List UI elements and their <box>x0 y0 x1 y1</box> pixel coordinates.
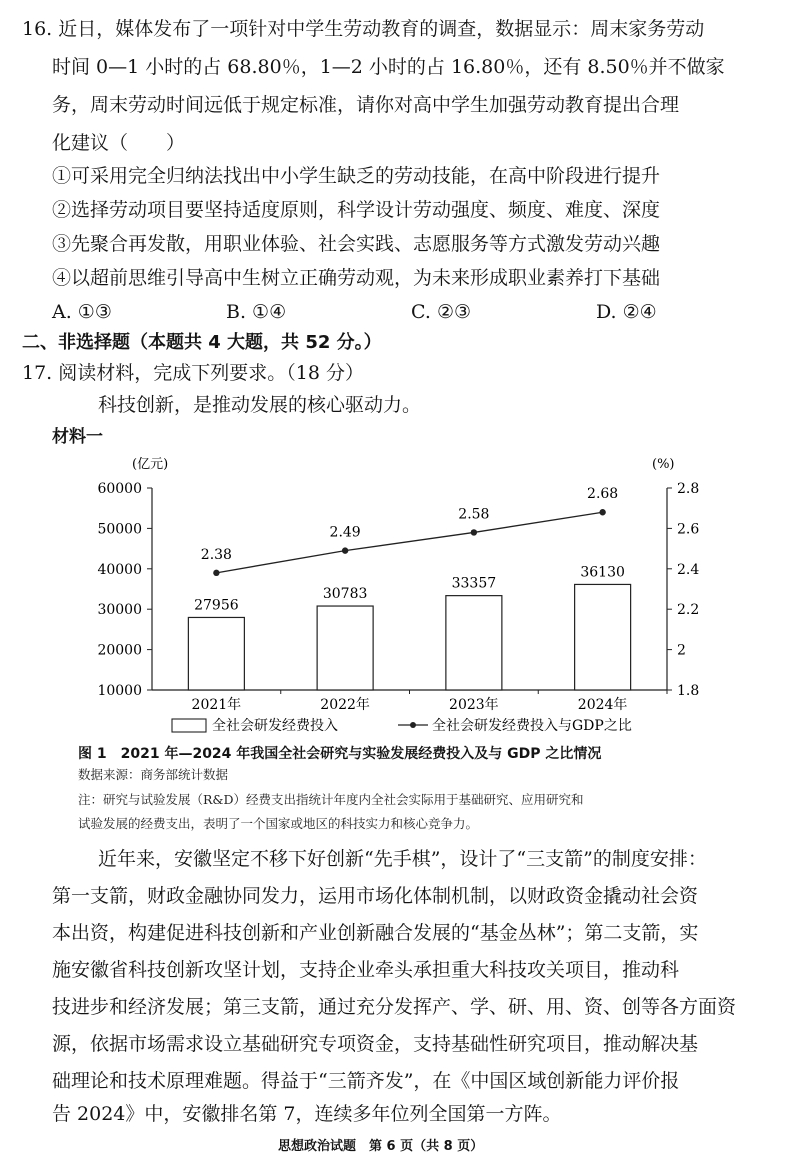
rd-chart <box>0 448 800 748</box>
paragraph-line-2: 第一支箭，财政金融协同发力，运用市场化体制机制，以财政资金撬动社会资 <box>52 885 699 907</box>
q16-item-2: ②选择劳动项目要坚持适度原则，科学设计劳动强度、频度、难度、深度 <box>52 199 661 221</box>
q16-option-b: B. ①④ <box>226 301 287 323</box>
left-axis-unit: (亿元) <box>132 457 169 472</box>
q16-line-4: 化建议（ ） <box>52 132 186 154</box>
q16-option-c: C. ②③ <box>411 301 472 323</box>
q17-intro: 科技创新，是推动发展的核心驱动力。 <box>98 394 422 416</box>
ratio-point <box>599 509 605 515</box>
legend-line-marker <box>410 722 416 728</box>
paragraph-line-7: 础理论和技术原理难题。得益于“三箭齐发”，在《中国区域创新能力评价报 <box>52 1070 680 1092</box>
ratio-point <box>471 529 477 535</box>
x-tick-label: 2022年 <box>320 697 370 713</box>
bar-value-label: 30783 <box>322 586 368 603</box>
x-tick-label: 2023年 <box>449 697 499 713</box>
q16-item-3: ③先聚合再发散，用职业体验、社会实践、志愿服务等方式激发劳动兴趣 <box>52 233 661 255</box>
left-tick-label: 50000 <box>97 521 142 538</box>
right-tick-label: 2 <box>677 642 686 659</box>
figure-caption: 图 1 2021 年—2024 年我国全社会研究与实验发展经费投入及与 GDP 之比情况 <box>78 746 602 762</box>
q16-item-4: ④以超前思维引导高中生树立正确劳动观，为未来形成职业素养打下基础 <box>52 267 661 289</box>
q17-stem: 17. 阅读材料，完成下列要求。（18 分） <box>22 362 364 384</box>
ratio-value-label: 2.58 <box>458 506 490 523</box>
paragraph-line-4: 施安徽省科技创新攻坚计划，支持企业牵头承担重大科技攻关项目，推动科 <box>52 959 680 981</box>
legend-bar-swatch <box>172 719 206 732</box>
material-1-label: 材料一 <box>52 427 103 447</box>
x-tick-label: 2024年 <box>577 697 628 713</box>
ratio-value-label: 2.49 <box>329 524 361 541</box>
bar <box>446 596 502 690</box>
figure-source: 数据来源：商务部统计数据 <box>78 767 229 782</box>
bar <box>575 584 631 690</box>
figure-note-line-1: 注：研究与试验发展（R&D）经费支出指统计年度内全社会实际用于基础研究、应用研究和 <box>78 792 584 807</box>
bar-value-label: 27956 <box>194 597 239 614</box>
legend-bar-label: 全社会研发经费投入 <box>212 718 338 734</box>
bar-value-label: 36130 <box>580 564 625 581</box>
left-tick-label: 60000 <box>97 481 142 497</box>
left-tick-label: 10000 <box>97 683 142 699</box>
bar-value-label: 33357 <box>451 575 497 592</box>
paragraph-line-1: 近年来，安徽坚定不移下好创新“先手棋”，设计了“三支箭”的制度安排： <box>98 848 707 870</box>
figure-note-line-2: 试验发展的经费支出，表明了一个国家或地区的科技实力和核心竞争力。 <box>78 816 479 831</box>
ratio-point <box>342 547 348 553</box>
left-tick-label: 30000 <box>97 602 142 619</box>
q16-item-1: ①可采用完全归纳法找出中小学生缺乏的劳动技能，在高中阶段进行提升 <box>52 165 661 187</box>
right-tick-label: 2.4 <box>677 561 700 578</box>
right-tick-label: 2.2 <box>677 602 700 619</box>
bar <box>188 617 244 690</box>
ratio-line <box>216 512 602 573</box>
q16-option-d: D. ②④ <box>596 301 657 323</box>
right-tick-label: 2.6 <box>677 521 700 538</box>
q16-option-a: A. ①③ <box>52 301 112 323</box>
ratio-value-label: 2.68 <box>587 486 619 503</box>
page-footer: 思想政治试题 第 6 页（共 8 页） <box>278 1139 484 1154</box>
right-tick-label: 1.8 <box>677 683 700 699</box>
paragraph-line-5: 技进步和经济发展；第三支箭，通过充分发挥产、学、研、用、资、创等各方面资 <box>52 996 737 1018</box>
left-tick-label: 20000 <box>97 642 142 659</box>
q16-line-2: 时间 0—1 小时的占 68.80％，1—2 小时的占 16.80％，还有 8.50％并不做家 <box>52 56 725 78</box>
paragraph-line-3: 本出资，构建促进科技创新和产业创新融合发展的“基金丛林”；第二支箭，实 <box>52 922 699 944</box>
bar <box>317 606 373 690</box>
ratio-point <box>213 570 219 576</box>
paragraph-line-8: 告 2024》中，安徽排名第 7，连续多年位列全国第一方阵。 <box>52 1103 562 1125</box>
x-tick-label: 2021年 <box>191 697 242 713</box>
right-axis-unit: (%) <box>652 457 675 472</box>
legend-line-label: 全社会研发经费投入与GDP之比 <box>432 718 632 734</box>
q16-line-1: 16. 近日，媒体发布了一项针对中学生劳动教育的调查，数据显示：周末家务劳动 <box>22 18 705 40</box>
right-tick-label: 2.8 <box>677 481 700 497</box>
q16-line-3: 务，周末劳动时间远低于规定标准，请你对高中学生加强劳动教育提出合理 <box>52 94 680 116</box>
section-heading: 二、非选择题（本题共 4 大题，共 52 分。） <box>22 332 382 353</box>
left-tick-label: 40000 <box>97 561 142 578</box>
paragraph-line-6: 源，依据市场需求设立基础研究专项资金，支持基础性研究项目，推动解决基 <box>52 1033 699 1055</box>
ratio-value-label: 2.38 <box>200 546 232 563</box>
